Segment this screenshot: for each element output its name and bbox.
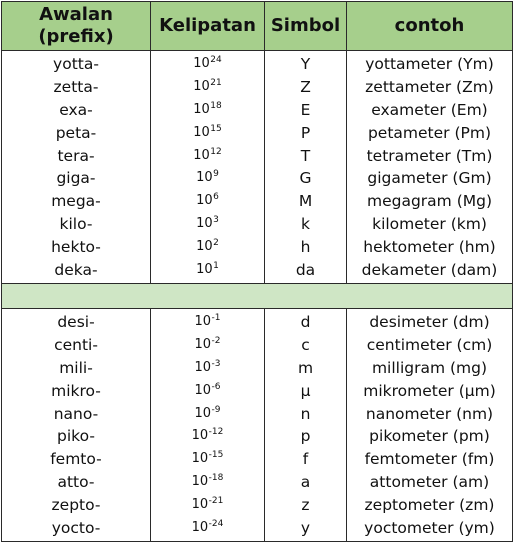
prefix-cell: atto- <box>2 471 151 494</box>
symbol-cell: E <box>265 99 347 122</box>
power-base: 10 <box>191 451 209 467</box>
example-cell: centimeter (cm) <box>347 334 513 357</box>
multiple-cell <box>151 448 265 471</box>
table-row <box>2 213 513 236</box>
header-prefix <box>2 2 151 51</box>
example-cell: yoctometer (ym) <box>347 516 513 541</box>
symbol-cell: Y <box>265 51 347 76</box>
power-exponent: -1 <box>211 313 221 324</box>
prefix-cell: yotta- <box>2 51 151 76</box>
multiple-cell <box>151 258 265 283</box>
multiple-cell <box>151 235 265 258</box>
symbol-cell: k <box>265 213 347 236</box>
table-row <box>2 402 513 425</box>
table-row <box>2 379 513 402</box>
power-base: 10 <box>193 79 210 95</box>
table-row <box>2 493 513 516</box>
power-base: 10 <box>194 382 212 398</box>
multiple-cell <box>151 334 265 357</box>
multiple-cell <box>151 51 265 76</box>
power-exponent: 3 <box>213 214 219 225</box>
power-base: 10 <box>196 261 213 277</box>
example-cell: petameter (Pm) <box>347 121 513 144</box>
multiple-cell <box>151 167 265 190</box>
header-example: contoh <box>347 2 513 51</box>
table-row <box>2 471 513 494</box>
prefix-cell: piko- <box>2 425 151 448</box>
header-multiple: Kelipatan <box>151 2 265 51</box>
table-row <box>2 425 513 448</box>
power-exponent: 9 <box>213 169 219 180</box>
prefix-cell: deka- <box>2 258 151 283</box>
power-exponent: 6 <box>213 192 219 203</box>
example-cell: pikometer (pm) <box>347 425 513 448</box>
header-prefix-line1: Awalan <box>39 4 113 25</box>
si-prefix-table <box>1 1 513 542</box>
prefix-cell: mega- <box>2 190 151 213</box>
large-prefix-group <box>2 51 513 284</box>
prefix-cell: zepto- <box>2 493 151 516</box>
multiple-cell <box>151 190 265 213</box>
multiple-cell <box>151 144 265 167</box>
symbol-cell: Z <box>265 76 347 99</box>
power-exponent: -18 <box>208 472 224 483</box>
table-header <box>2 2 513 51</box>
symbol-cell: a <box>265 471 347 494</box>
symbol-cell: P <box>265 121 347 144</box>
prefix-cell: tera- <box>2 144 151 167</box>
example-cell: hektometer (hm) <box>347 235 513 258</box>
power-base: 10 <box>194 405 212 421</box>
power-exponent: 1 <box>213 260 219 271</box>
prefix-cell: exa- <box>2 99 151 122</box>
prefix-cell: giga- <box>2 167 151 190</box>
example-cell: megagram (Mg) <box>347 190 513 213</box>
example-cell: attometer (am) <box>347 471 513 494</box>
separator-cell <box>2 283 513 308</box>
power-exponent: -12 <box>208 427 224 438</box>
power-base: 10 <box>193 56 210 72</box>
power-exponent: -21 <box>208 495 224 506</box>
prefix-cell: peta- <box>2 121 151 144</box>
table-row <box>2 357 513 380</box>
prefix-cell: zetta- <box>2 76 151 99</box>
power-exponent: -2 <box>211 336 221 347</box>
symbol-cell: y <box>265 516 347 541</box>
multiple-cell <box>151 308 265 333</box>
table-row <box>2 76 513 99</box>
multiple-cell <box>151 425 265 448</box>
power-base: 10 <box>191 428 209 444</box>
table-row <box>2 99 513 122</box>
power-exponent: -9 <box>211 404 221 415</box>
prefix-cell: nano- <box>2 402 151 425</box>
multiple-cell <box>151 99 265 122</box>
example-cell: nanometer (nm) <box>347 402 513 425</box>
header-symbol: Simbol <box>265 2 347 51</box>
prefix-cell: kilo- <box>2 213 151 236</box>
power-base: 10 <box>194 337 212 353</box>
power-base: 10 <box>196 193 213 209</box>
power-base: 10 <box>191 519 209 535</box>
table-row <box>2 258 513 283</box>
power-exponent: 2 <box>213 237 219 248</box>
example-cell: mikrometer (μm) <box>347 379 513 402</box>
multiple-cell <box>151 121 265 144</box>
power-exponent: -24 <box>208 518 224 529</box>
power-base: 10 <box>191 473 209 489</box>
symbol-cell: p <box>265 425 347 448</box>
power-base: 10 <box>196 215 213 231</box>
symbol-cell: T <box>265 144 347 167</box>
example-cell: zeptometer (zm) <box>347 493 513 516</box>
power-base: 10 <box>196 238 213 254</box>
example-cell: milligram (mg) <box>347 357 513 380</box>
power-base: 10 <box>191 496 209 512</box>
table-row <box>2 235 513 258</box>
example-cell: tetrameter (Tm) <box>347 144 513 167</box>
multiple-cell <box>151 493 265 516</box>
table-row <box>2 190 513 213</box>
power-exponent: 24 <box>210 55 222 66</box>
table-row <box>2 144 513 167</box>
symbol-cell: z <box>265 493 347 516</box>
table-row <box>2 167 513 190</box>
power-base: 10 <box>194 314 212 330</box>
table-row <box>2 308 513 333</box>
power-exponent: -3 <box>211 358 221 369</box>
power-exponent: -15 <box>208 450 224 461</box>
symbol-cell: n <box>265 402 347 425</box>
example-cell: gigameter (Gm) <box>347 167 513 190</box>
table-row <box>2 516 513 541</box>
power-base: 10 <box>193 101 210 117</box>
multiple-cell <box>151 379 265 402</box>
symbol-cell: c <box>265 334 347 357</box>
symbol-cell: μ <box>265 379 347 402</box>
prefix-cell: yocto- <box>2 516 151 541</box>
example-cell: dekameter (dam) <box>347 258 513 283</box>
table-row <box>2 121 513 144</box>
prefix-cell: desi- <box>2 308 151 333</box>
prefix-cell: hekto- <box>2 235 151 258</box>
prefix-cell: mikro- <box>2 379 151 402</box>
prefix-cell: mili- <box>2 357 151 380</box>
power-base: 10 <box>194 359 212 375</box>
example-cell: femtometer (fm) <box>347 448 513 471</box>
power-base: 10 <box>196 170 213 186</box>
symbol-cell: da <box>265 258 347 283</box>
symbol-cell: f <box>265 448 347 471</box>
example-cell: zettameter (Zm) <box>347 76 513 99</box>
symbol-cell: d <box>265 308 347 333</box>
symbol-cell: M <box>265 190 347 213</box>
power-base: 10 <box>193 124 210 140</box>
example-cell: kilometer (km) <box>347 213 513 236</box>
multiple-cell <box>151 516 265 541</box>
small-prefix-group <box>2 308 513 541</box>
example-cell: exameter (Em) <box>347 99 513 122</box>
multiple-cell <box>151 402 265 425</box>
table-row <box>2 51 513 76</box>
header-row <box>2 2 513 51</box>
symbol-cell: h <box>265 235 347 258</box>
example-cell: yottameter (Ym) <box>347 51 513 76</box>
separator-group <box>2 283 513 308</box>
header-prefix-line2: (prefix) <box>38 26 114 47</box>
multiple-cell <box>151 76 265 99</box>
symbol-cell: m <box>265 357 347 380</box>
power-base: 10 <box>193 147 210 163</box>
prefix-cell: centi- <box>2 334 151 357</box>
multiple-cell <box>151 213 265 236</box>
power-exponent: 12 <box>210 146 222 157</box>
power-exponent: -6 <box>211 381 221 392</box>
multiple-cell <box>151 357 265 380</box>
separator-row <box>2 283 513 308</box>
table-row <box>2 334 513 357</box>
multiple-cell <box>151 471 265 494</box>
power-exponent: 21 <box>210 78 222 89</box>
table-row <box>2 448 513 471</box>
symbol-cell: G <box>265 167 347 190</box>
prefix-cell: femto- <box>2 448 151 471</box>
power-exponent: 18 <box>210 100 222 111</box>
example-cell: desimeter (dm) <box>347 308 513 333</box>
power-exponent: 15 <box>210 123 222 134</box>
